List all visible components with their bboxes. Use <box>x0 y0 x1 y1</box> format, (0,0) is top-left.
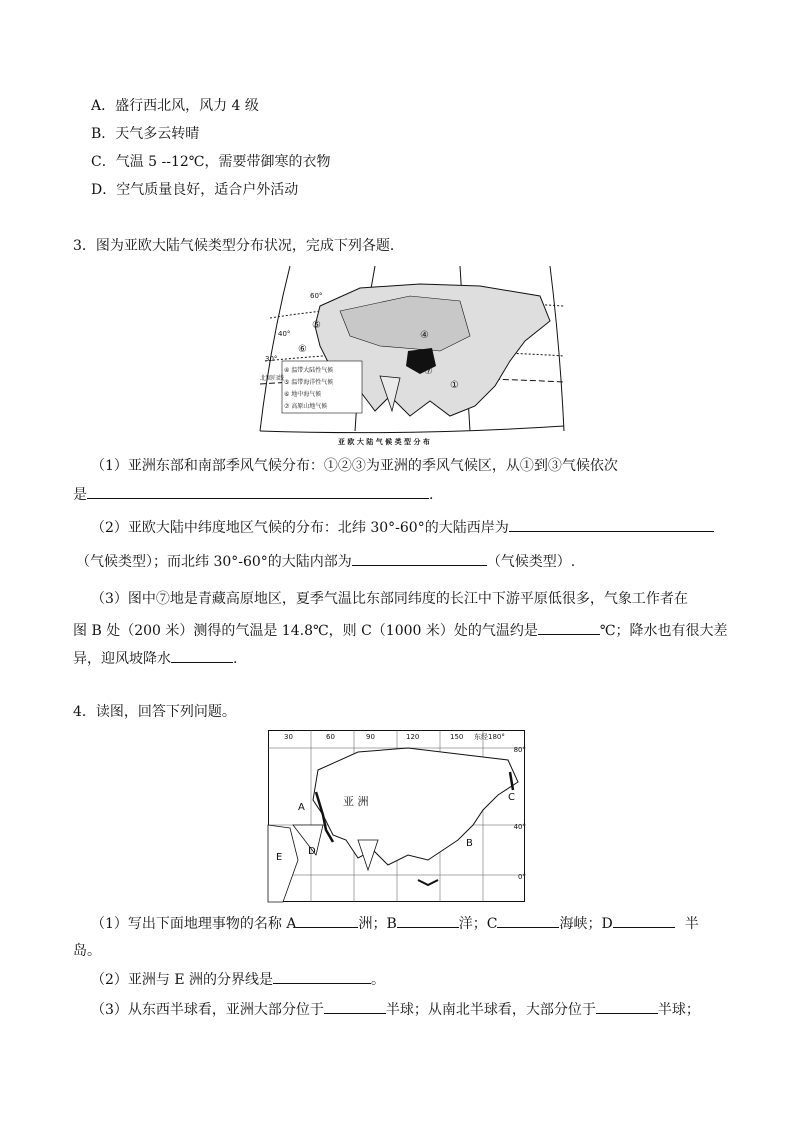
q3-p1-prefix: 是 <box>73 487 87 503</box>
marker-4: ④ <box>420 330 429 341</box>
letter-b: B <box>466 838 473 849</box>
q4-p1-after-d: 半 <box>684 916 699 932</box>
tropic-label: 北回归线 <box>260 375 285 382</box>
legend-item: ④ 温带大陆性气候 <box>284 367 334 374</box>
q3-p3-line3 <box>73 648 237 669</box>
q3-p3-c-suffix: . <box>233 651 238 667</box>
lon-label: 90 <box>366 733 375 741</box>
q3-p3-prefix: 图 B 处（200 米）测得的气温是 14.8℃，则 C（1000 米）处的气温约是 <box>73 623 538 639</box>
option-c: C．气温 5 --12℃，需要带御寒的衣物 <box>91 154 331 170</box>
q3-p3-suffix: ℃；降水也有很大差 <box>599 623 728 639</box>
lat-label: 80° <box>513 746 526 754</box>
marker-7: ⑦ <box>424 366 433 377</box>
q3-p2-text: （2）亚欧大陆中纬度地区气候的分布：北纬 30°-60°的大陆西岸为 <box>91 520 509 536</box>
marker-1: ① <box>450 380 459 391</box>
answer-blank[interactable] <box>324 999 386 1014</box>
q4-p3-mid: 半球；从南北半球看，大部分位于 <box>385 1002 596 1018</box>
map-caption: 亚 欧 大 陆 气 候 类 型 分 布 <box>338 438 430 446</box>
letter-c: C <box>508 792 515 803</box>
legend-item: ⑤ 温带海洋性气候 <box>284 379 334 386</box>
q3-p2-line2 <box>76 551 575 572</box>
answer-blank[interactable] <box>397 913 459 928</box>
option-a: A．盛行西北风，风力 4 级 <box>91 98 259 114</box>
q4-p1-line1 <box>91 913 699 934</box>
q4-p2 <box>91 969 385 990</box>
lat-label: 0° <box>518 873 526 881</box>
legend-item: ⑦ 高原山地气候 <box>284 403 328 410</box>
q4-p3 <box>91 999 700 1020</box>
q3-p3-c-prefix: 异，迎风坡降水 <box>73 651 171 667</box>
eurasia-climate-map <box>260 266 564 448</box>
answer-blank[interactable] <box>296 913 358 928</box>
lon-label: 150 <box>450 733 464 741</box>
answer-blank[interactable] <box>613 913 675 928</box>
lon-label: 60 <box>326 733 335 741</box>
marker-6: ⑥ <box>298 344 307 355</box>
lon-label: 30 <box>284 733 293 741</box>
lon-label: 东经180° <box>474 733 505 741</box>
q4-p2-suffix: 。 <box>371 972 386 988</box>
q3-p2-suffix: （气候类型）. <box>486 554 576 570</box>
q3-p3-line2 <box>73 620 728 641</box>
letter-a: A <box>298 802 305 813</box>
continent-label: 亚 洲 <box>343 795 369 808</box>
answer-blank[interactable] <box>596 999 658 1014</box>
q4-p1-after-c: 海峡；D <box>559 916 613 932</box>
q4-p1-after-a: 洲；B <box>358 916 397 932</box>
answer-blank[interactable] <box>352 551 487 566</box>
answer-blank[interactable] <box>509 517 714 532</box>
q3-p1-line1: （1）亚洲东部和南部季风气候分布：①②③为亚洲的季风气候区，从①到③气候依次 <box>91 458 618 474</box>
q4-p1-line2: 岛。 <box>73 943 101 959</box>
answer-blank[interactable] <box>273 969 371 984</box>
q4-p1-after-b: 洋；C <box>458 916 498 932</box>
asia-location-map <box>268 730 525 902</box>
answer-blank[interactable] <box>538 620 600 635</box>
answer-blank[interactable] <box>497 913 559 928</box>
q4-stem: 4．读图，回答下列问题。 <box>73 704 236 720</box>
q3-p2-line1 <box>91 517 714 538</box>
q3-p3-line1: （3）图中⑦地是青藏高原地区，夏季气温比东部同纬度的长江中下游平原低很多，气象工作者在 <box>91 591 688 607</box>
letter-d: D <box>308 846 316 857</box>
option-b: B．天气多云转晴 <box>91 126 200 142</box>
answer-blank[interactable] <box>87 484 429 499</box>
q3-p2-prefix: （气候类型）；而北纬 30°-60°的大陆内部为 <box>76 554 352 570</box>
legend-item: ⑥ 地中海气候 <box>284 391 322 398</box>
q3-p1-line2 <box>73 484 433 505</box>
q3-stem: 3．图为亚欧大陆气候类型分布状况，完成下列各题． <box>73 238 404 254</box>
lat-30-label: 30° <box>265 355 278 363</box>
lon-label: 120 <box>406 733 420 741</box>
q4-p2-prefix: （2）亚洲与 E 洲的分界线是 <box>91 972 274 988</box>
q4-p1-prefix: （1）写出下面地理事物的名称 A <box>91 916 297 932</box>
q3-p1-suffix: . <box>429 487 434 503</box>
lat-label: 40° <box>513 823 526 831</box>
q4-p3-suffix: 半球； <box>657 1002 700 1018</box>
marker-5: ⑤ <box>312 320 321 331</box>
letter-e: E <box>276 852 283 863</box>
lat-40-label: 40° <box>278 330 291 338</box>
answer-blank[interactable] <box>171 648 233 663</box>
option-d: D．空气质量良好，适合户外活动 <box>91 182 299 198</box>
lat-60-label: 60° <box>310 292 323 300</box>
q4-p3-prefix: （3）从东西半球看，亚洲大部分位于 <box>91 1002 324 1018</box>
